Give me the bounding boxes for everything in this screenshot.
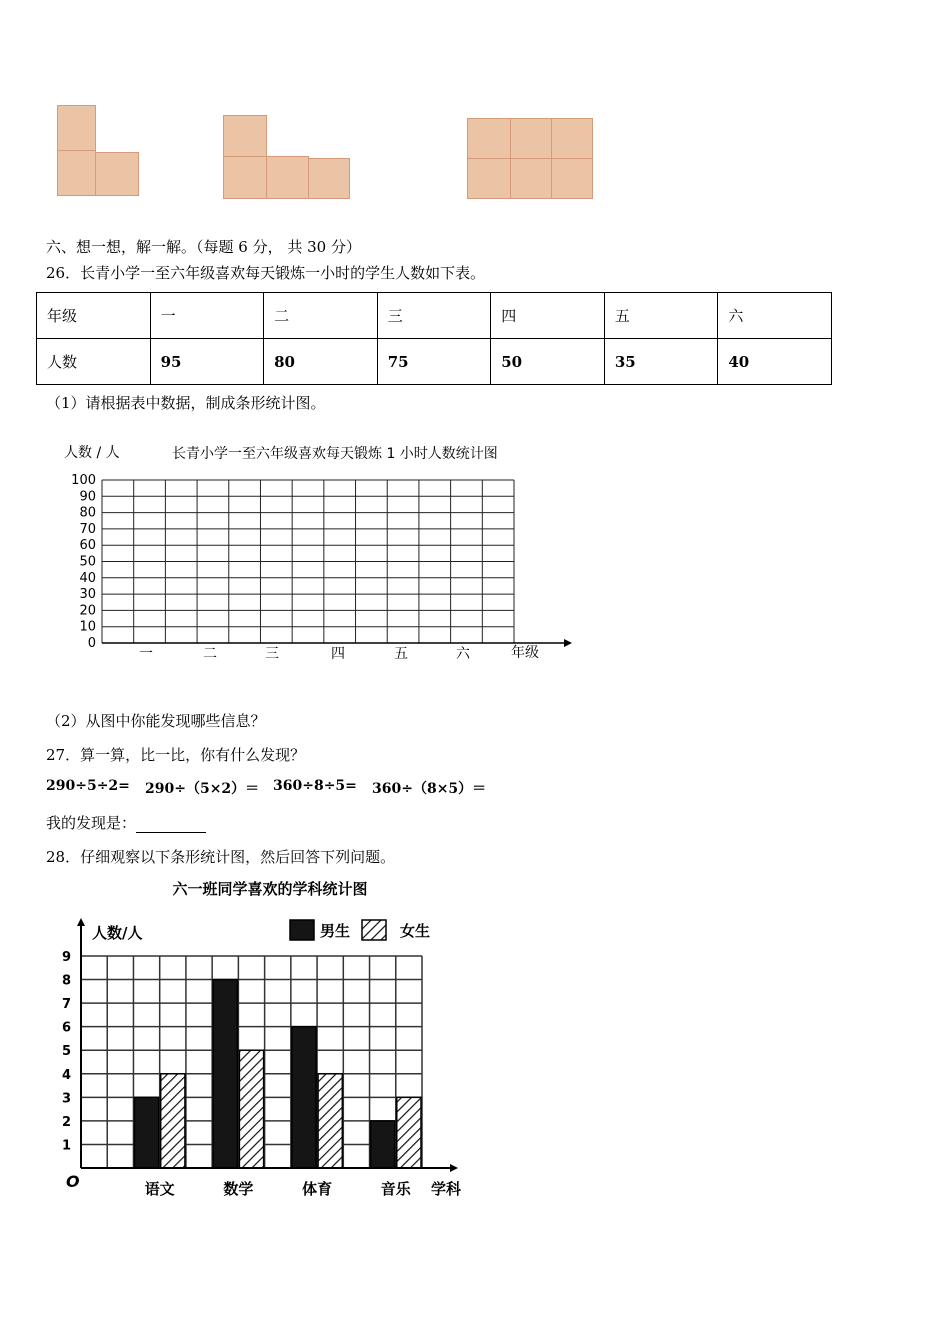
table-cell: 50	[491, 339, 605, 385]
y-tick-label: 4	[61, 1067, 71, 1083]
y-tick-label: 3	[61, 1091, 71, 1107]
y-tick-label: 100	[71, 473, 96, 488]
q27-finding-row	[46, 812, 206, 833]
q27-expr-4: 360÷（8×5）＝	[372, 781, 487, 797]
chart1-title: 长青小学一至六年级喜欢每天锻炼 1 小时人数统计图	[172, 446, 498, 462]
y-tick-label: 7	[61, 997, 71, 1013]
y-tick-label: 10	[79, 619, 96, 635]
q27-text: 27．算一算，比一比，你有什么发现？	[46, 746, 306, 764]
y-tick-label: 20	[79, 603, 96, 619]
data-table	[36, 292, 832, 385]
y-tick-label: 2	[61, 1114, 71, 1130]
q27-expr-3: 360÷8÷5=	[273, 778, 357, 794]
x-tick-label: 音乐	[380, 1180, 411, 1198]
table-cell: 六	[718, 293, 832, 339]
q26-part2: （2）从图中你能发现哪些信息？	[46, 712, 266, 730]
x-tick-label: 语文	[144, 1180, 175, 1198]
y-tick-label: 6	[61, 1020, 71, 1036]
chart2-title: 六一班同学喜欢的学科统计图	[172, 880, 368, 898]
y-tick-label: 40	[79, 570, 96, 586]
legend-swatch-female	[362, 920, 386, 940]
bar-male-3	[292, 1027, 316, 1168]
table-cell: 35	[604, 339, 718, 385]
chart2-ylabel: 人数/人	[92, 924, 143, 942]
y-tick-label: 9	[61, 950, 71, 965]
y-tick-label: 90	[79, 489, 96, 505]
table-row	[37, 293, 832, 339]
y-tick-label: 0	[87, 636, 96, 651]
x-tick-label: 二	[203, 646, 217, 662]
table-row	[37, 339, 832, 385]
subject-bar-chart	[50, 874, 490, 1210]
y-tick-label: 30	[79, 587, 96, 603]
y-tick-label: 70	[79, 521, 96, 537]
legend-label-male: 男生	[320, 922, 351, 940]
chart1-yticks	[71, 473, 96, 651]
y-axis-arrow-icon	[77, 918, 85, 926]
exercise-chart-1	[40, 432, 600, 668]
bar-male-4	[371, 1121, 395, 1168]
chart1-ylabel: 人数 / 人	[64, 445, 120, 461]
x-tick-label: 五	[394, 646, 408, 662]
x-tick-label: 六	[456, 646, 470, 662]
q27-expr-1: 290÷5÷2=	[46, 778, 130, 794]
x-tick-label: 一	[139, 646, 153, 662]
y-tick-label: 50	[79, 554, 96, 570]
x-tick-label: 三	[265, 646, 279, 662]
bar-male-2	[213, 980, 237, 1168]
section6-heading: 六、想一想，解一解。（每题 6 分， 共 30 分）	[46, 238, 361, 256]
table-cell: 二	[264, 293, 378, 339]
q27-finding-label: 我的发现是：	[46, 814, 137, 832]
chart2-xlabel: 学科	[431, 1180, 462, 1198]
y-tick-label: 60	[79, 538, 96, 554]
y-tick-label: 80	[79, 505, 96, 521]
y-tick-label: 1	[61, 1138, 71, 1154]
bar-female-3	[318, 1074, 342, 1168]
table-cell: 一	[150, 293, 264, 339]
q28-text: 28．仔细观察以下条形统计图，然后回答下列问题。	[46, 848, 396, 866]
bar-male-1	[134, 1097, 158, 1168]
table-cell: 人数	[37, 339, 151, 385]
chart1-xlabel: 年级	[511, 645, 539, 661]
y-tick-label: 8	[61, 973, 71, 989]
legend-label-female: 女生	[400, 922, 431, 940]
chart2-origin: O	[66, 1172, 80, 1191]
table-cell: 三	[377, 293, 491, 339]
table-cell: 95	[150, 339, 264, 385]
y-tick-label: 5	[61, 1044, 71, 1060]
q27-expr-2: 290÷（5×2）＝	[145, 781, 260, 797]
table-cell: 75	[377, 339, 491, 385]
chart1-grid	[102, 480, 572, 647]
bar-female-2	[239, 1050, 263, 1168]
q26-text: 26．长青小学一至六年级喜欢每天锻炼一小时的学生人数如下表。	[46, 264, 486, 282]
x-axis-arrow-icon	[450, 1164, 458, 1172]
table-cell: 80	[264, 339, 378, 385]
table-cell: 四	[491, 293, 605, 339]
q26-part1: （1）请根据表中数据，制成条形统计图。	[46, 394, 326, 412]
chart1-xticks	[139, 646, 471, 662]
x-axis-arrow-icon	[564, 639, 572, 647]
table-cell: 五	[604, 293, 718, 339]
x-tick-label: 四	[331, 646, 345, 662]
chart2-xticks	[145, 1180, 412, 1198]
x-tick-label: 数学	[223, 1180, 254, 1198]
answer-blank[interactable]	[136, 818, 206, 833]
legend-swatch-male	[290, 920, 314, 940]
bar-female-1	[161, 1074, 185, 1168]
table-cell: 年级	[37, 293, 151, 339]
chart2-legend	[290, 920, 430, 940]
x-tick-label: 体育	[302, 1180, 333, 1198]
table-cell: 40	[718, 339, 832, 385]
chart2-yticks	[62, 950, 71, 1153]
bar-female-4	[397, 1097, 421, 1168]
